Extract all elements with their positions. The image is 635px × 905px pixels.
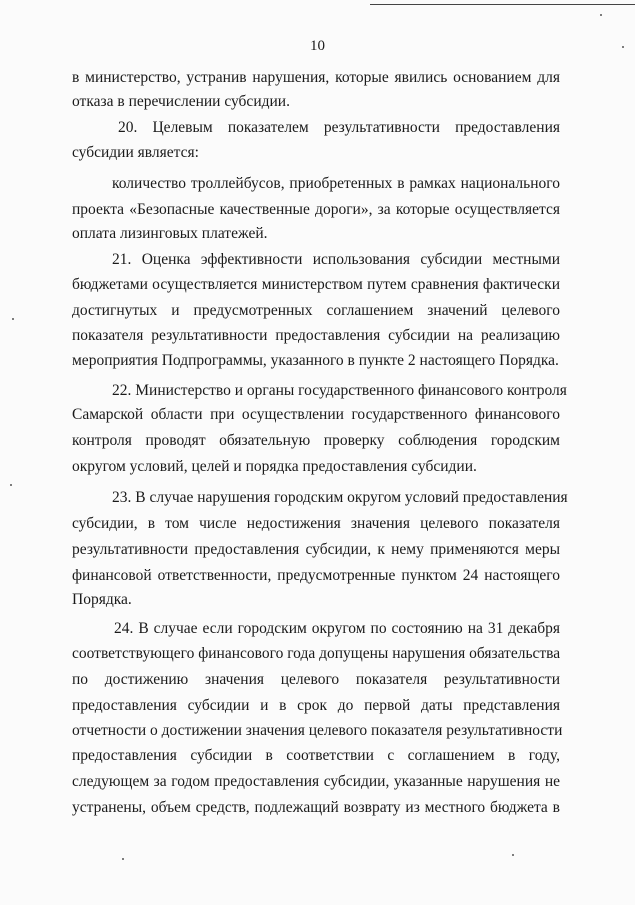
text-line: 21. Оценка эффективности использования субсидии местными xyxy=(112,251,560,268)
text-line: в министерство, устранив нарушения, которые явились основанием для xyxy=(72,69,560,86)
page-number: 10 xyxy=(310,38,325,54)
text-line: финансовой ответственности, предусмотренные пунктом 24 настоящего xyxy=(72,567,560,584)
text-line: Самарской области при осуществлении государственного финансового xyxy=(72,406,560,423)
text-line: соответствующего финансового года допущены нарушения обязательства xyxy=(72,645,561,662)
text-line: субсидии является: xyxy=(72,144,199,161)
text-line: бюджетами осуществляется министерством путем сравнения фактически xyxy=(72,276,560,293)
scan-speck xyxy=(622,46,624,48)
text-line: показателя результативности предоставления субсидии на реализацию xyxy=(72,327,560,344)
text-line: Порядка. xyxy=(72,591,132,608)
text-line: субсидии, в том числе недостижения значения целевого показателя xyxy=(72,515,560,532)
text-line: мероприятия Подпрограммы, указанного в пункте 2 настоящего Порядка. xyxy=(72,352,559,369)
page-edge-line xyxy=(370,4,635,5)
scan-speck xyxy=(12,318,14,320)
text-line: 24. В случае если городским округом по состоянию на 31 декабря xyxy=(114,620,560,637)
text-line: по достижению значения целевого показателя результативности xyxy=(72,671,560,688)
text-line: округом условий, целей и порядка предоставления субсидии. xyxy=(72,458,477,475)
text-line: устранены, объем средств, подлежащий возврату из местного бюджета в xyxy=(72,799,560,816)
text-line: 20. Целевым показателем результативности предоставления xyxy=(118,119,560,136)
text-line: проекта «Безопасные качественные дороги», за которые осуществляется xyxy=(72,201,560,218)
text-line: отчетности о достижении значения целевого показателя результативности xyxy=(72,722,563,739)
scan-speck xyxy=(600,14,602,16)
text-line: следующем за годом предоставления субсидии, указанные нарушения не xyxy=(72,773,560,790)
text-line: предоставления субсидии и в срок до первой даты представления xyxy=(72,697,560,714)
scan-speck xyxy=(122,858,124,860)
text-line: оплата лизинговых платежей. xyxy=(72,225,268,242)
text-line: контроля проводят обязательную проверку соблюдения городским xyxy=(72,432,560,449)
text-line: 23. В случае нарушения городским округом условий предоставления xyxy=(112,489,568,506)
scan-speck xyxy=(512,854,514,856)
text-line: предоставления субсидии в соответствии с соглашением в году, xyxy=(72,747,560,764)
text-line: отказа в перечислении субсидии. xyxy=(72,93,290,110)
text-line: результативности предоставления субсидии, к нему применяются меры xyxy=(72,541,560,558)
text-line: достигнутых и предусмотренных соглашением значений целевого xyxy=(72,302,560,319)
text-line: количество троллейбусов, приобретенных в рамках национального xyxy=(112,175,560,192)
text-line: 22. Министерство и органы государственного финансового контроля xyxy=(112,382,567,399)
scan-speck xyxy=(10,484,12,486)
